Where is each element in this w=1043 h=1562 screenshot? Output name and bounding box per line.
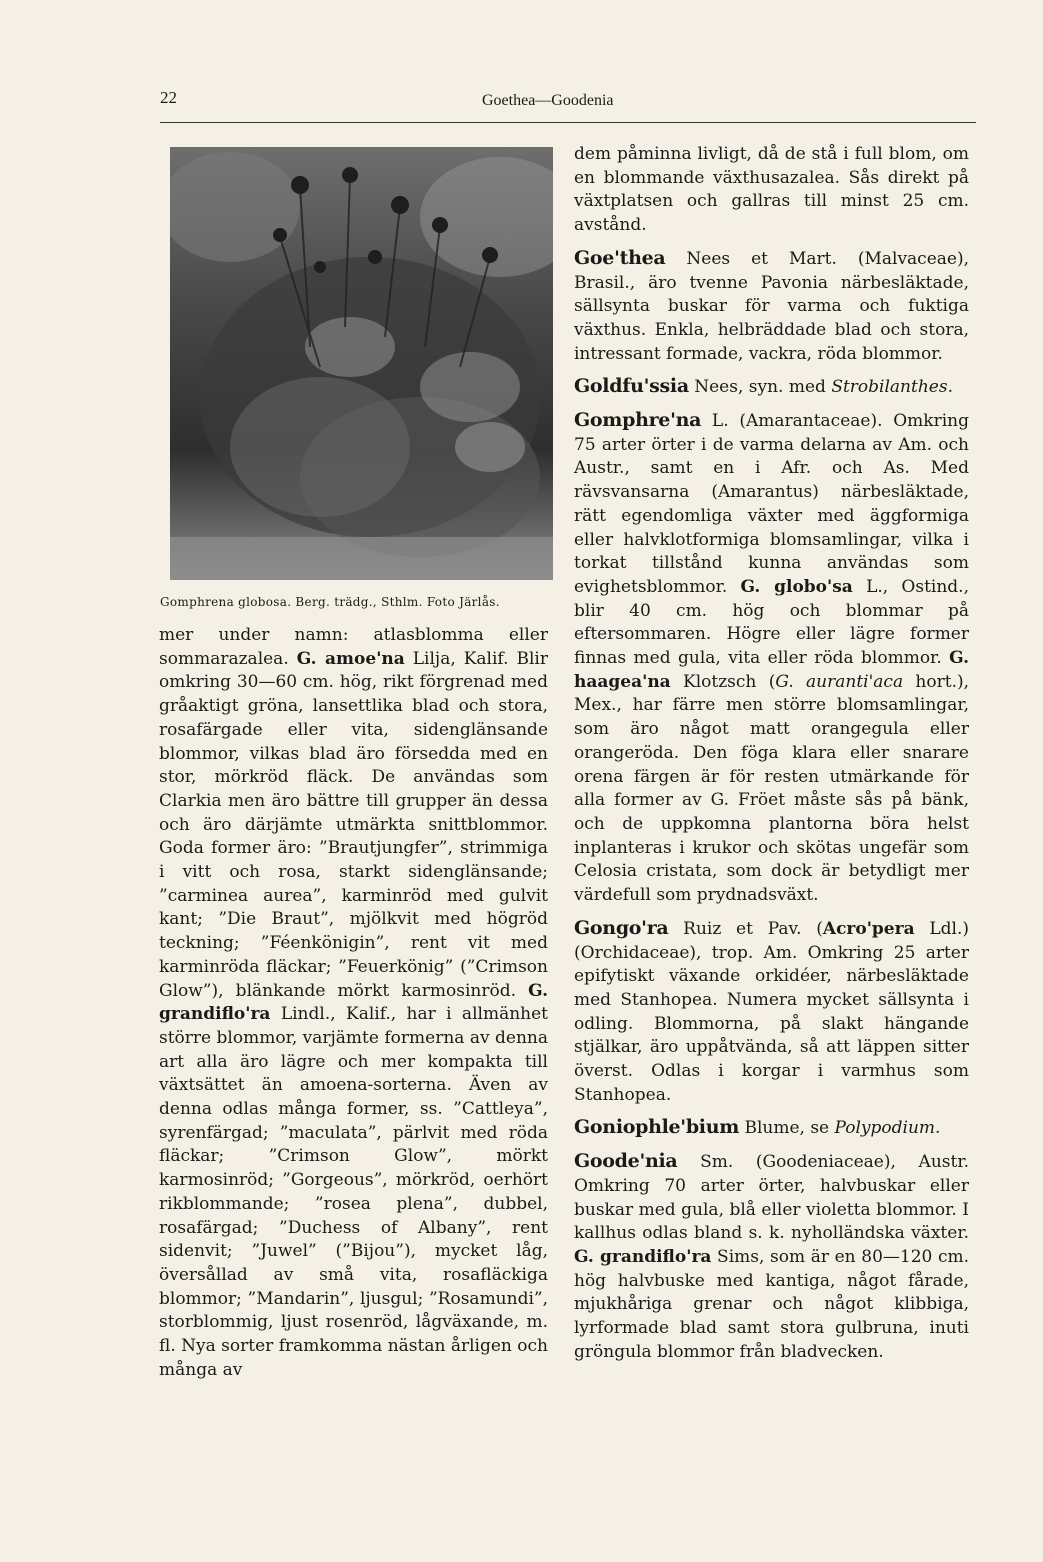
synonym-name: G. auranti'aca xyxy=(775,671,904,692)
entry-gomphrena: Gomphre'na L. (Amarantaceae). Omkring 75 arter örter i de varma delarna av Am. och Austr., samt en i Afr. och As. Med rävsvansarna (Amarantus) närbesläktade, rätt egendomliga växter med äggformiga eller halvklotformiga blomsamlingar, vilka i torkat tillstånd kunna användas som evighetsblommor. G. globo'sa L., Ostind., blir 40 cm. hög och blommar på eftersommaren. Högre eller lägre former finnas med gula, vita eller röda blommor. G. haagea'na Klotzsch (G. auranti'aca hort.), Mex., har färre men större blomsamlingar, som äro något matt orangegula eller orangeröda. Den föga klara eller snarare orena färgen är för resten utmärkande för alla former av G. Fröet måste sås på bänk, och de uppkomna plantorna böra helst inplanteras i krukor och skötas ungefär som Celosia cristata, som dock är betydligt mer värdefull som prydnadsväxt. xyxy=(574,409,970,906)
entry-goodenia: Goode'nia Sm. (Goodeniaceae), Austr. Omkring 70 arter örter, halvbuskar eller buskar med gula, blå eller violetta blommor. I kallhus odlas bland s. k. nyholländska växter. G. grandiflo'ra Sims, som är en 80—120 cm. hög halvbuske med kantiga, något fårade, mjukhåriga grenar och något klibbiga, lyrformade blad samt stora gulbruna, inuti gröngula blommor från bladvecken. xyxy=(574,1150,970,1362)
gomphrena-photo xyxy=(170,147,553,580)
paragraph-continued: dem påminna livligt, då de stå i full blom, om en blommande växthusazalea. Sås direkt på växtplatsen och gallras till minst 25 cm. avstånd. xyxy=(574,144,969,236)
species-name: G. globo'sa xyxy=(740,576,853,597)
synonym-name: Acro'pera xyxy=(822,918,915,939)
page-header xyxy=(160,88,976,123)
figure-caption: Gomphrena globosa. Berg. trädg., Sthlm. Foto Järlås. xyxy=(160,595,500,609)
left-column xyxy=(159,624,548,1383)
running-head: Goethea—Goodenia xyxy=(482,92,614,109)
species-name: G. haagea'na xyxy=(574,648,969,692)
entry-goniophlebium: Goniophle'bium Blume, se Polypodium. xyxy=(574,1116,941,1139)
cross-reference: Strobilanthes. xyxy=(831,377,953,398)
headword: Goode'nia xyxy=(574,1150,678,1173)
entry-goethea: Goe'thea Nees et Mart. (Malvaceae), Brasil., äro tvenne Pavonia närbesläktade, sällsynta buskar för varma och fuktiga växthus. Enkla, helbräddade blad och stora, intressant formade, vackra, röda blommor. xyxy=(574,246,969,364)
headword: Gomphre'na xyxy=(574,409,702,432)
entry-goldfussia: Goldfu'ssia Nees, syn. med Strobilanthes. xyxy=(574,375,953,398)
page-number: 22 xyxy=(160,88,177,107)
species-name: G. grandiflo'ra xyxy=(159,980,548,1025)
headword: Goniophle'bium xyxy=(574,1116,740,1139)
right-column xyxy=(574,143,969,1364)
species-name: G. grandiflo'ra xyxy=(574,1246,712,1267)
species-name: G. amoe'na xyxy=(296,648,405,669)
headword: Gongo'ra xyxy=(574,916,669,939)
headword: Goe'thea xyxy=(574,246,666,269)
cross-reference: Polypodium. xyxy=(834,1118,941,1139)
paragraph-godetia-continued: mer under namn: atlasblomma eller sommarazalea. G. amoe'na Lilja, Kalif. Blir omkring 30—60 cm. hög, rikt förgrenad med gråaktigt gröna, lansettlika blad och stora, rosafärgade eller vita, sidenglänsande blommor, vilkas blad äro försedda med en stor, mörkröd fläck. De användas som Clarkia men äro bättre till grupper än dessa och äro därjämte utmärkta snittblommor. Goda former äro: ”Brautjungfer”, strimmiga i vitt och rosa, starkt sidenglänsande; ”carminea aurea”, karminröd med gulvit kant; ”Die Braut”, mjölkvit med högröd teckning; ”Féenkönigin”, rent vit med karminröda fläckar; ”Feuerkönig” (”Crimson Glow”), blänkande mörkt karmosinröd. G. grandiflo'ra Lindl., Kalif., har i allmänhet större blommor, varjämte formerna av denna art alla äro lägre och mer kompakta till växtsättet än amoena-sorterna. Även av denna odlas många former, ss. ”Cattleya”, syrenfärgad; ”maculata”, pärlvit med röda fläckar; ”Crimson Glow”, mörkt karmosinröd; ”Gorgeous”, mörkröd, oerhört rikblommande; ”rosea plena”, dubbel, rosafärgad; ”Duchess of Albany”, rent sidenvit; ”Juwel” (”Bijou”), mycket låg, översållad av små vita, rosafläckiga blommor; ”Mandarin”, ljusgul; ”Rosamundi”, storblommig, ljust rosenröd, lågväxande, m. fl. Nya sorter framkomma nästan årligen och många av xyxy=(159,625,548,1380)
headword: Goldfu'ssia xyxy=(574,375,689,398)
entry-gongora: Gongo'ra Ruiz et Pav. (Acro'pera Ldl.) (Orchidaceae), trop. Am. Omkring 25 arter epifytiskt växande orkidéer, närbesläktade med Stanhopea. Numera mycket sällsynta i odling. Blommorna, på slakt hängande stjälkar, äro uppåtvända, så att läppen sitter överst. Odlas i korgar i varmhus som Stanhopea. xyxy=(574,916,969,1105)
